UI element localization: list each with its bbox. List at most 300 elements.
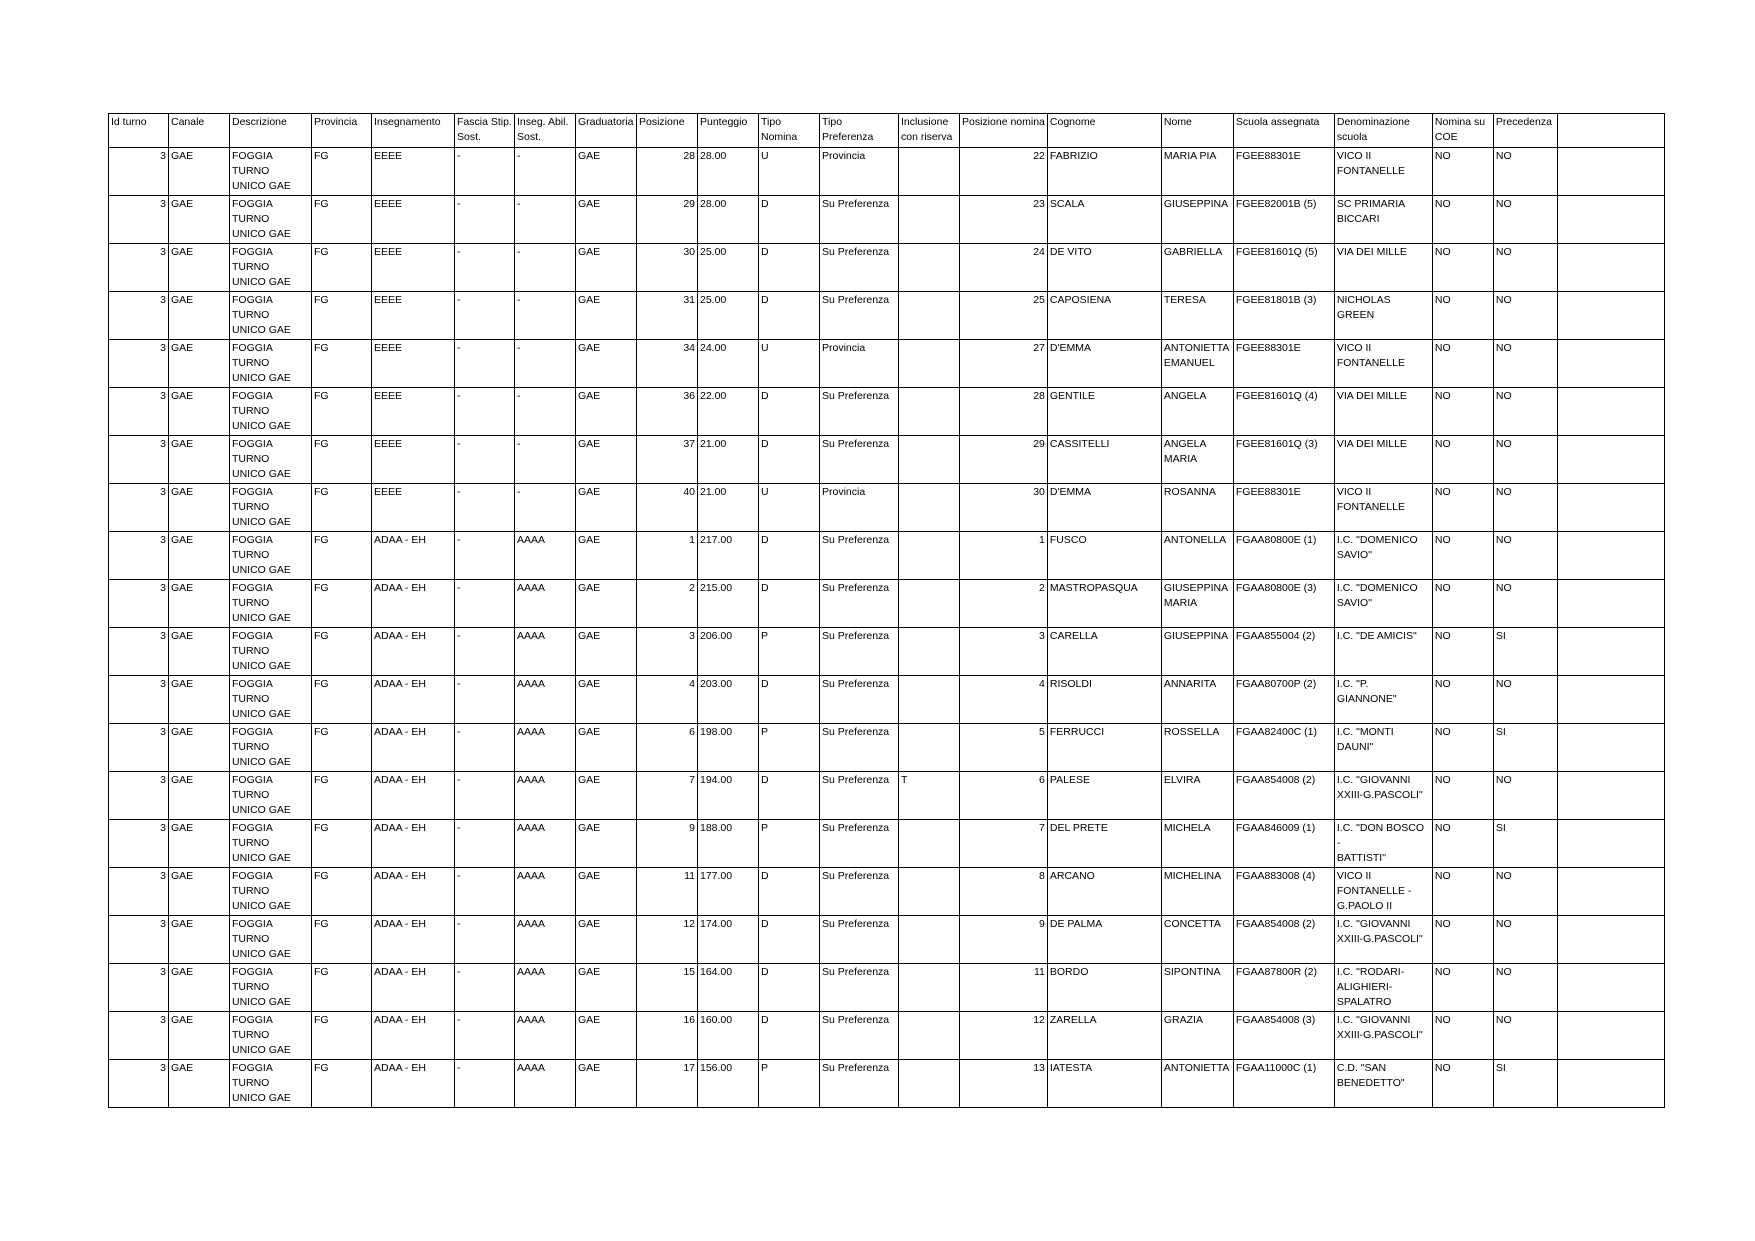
- cell-inseg-abil-sost: AAAA: [515, 1012, 576, 1060]
- cell-cognome: FERRUCCI: [1047, 724, 1161, 772]
- cell-nome: ROSANNA: [1161, 484, 1233, 532]
- cell-punteggio: 198.00: [698, 724, 759, 772]
- cell-precedenza: SI: [1493, 1060, 1557, 1108]
- cell-nome: MICHELA: [1161, 820, 1233, 868]
- cell-id-turno: 3: [109, 244, 169, 292]
- cell-precedenza: NO: [1493, 244, 1557, 292]
- cell-precedenza: NO: [1493, 532, 1557, 580]
- cell-descrizione: FOGGIA TURNO UNICO GAE: [230, 820, 312, 868]
- cell-id-turno: 3: [109, 964, 169, 1012]
- cell-scuola-assegnata: FGAA80700P (2): [1233, 676, 1334, 724]
- cell-cognome: DE VITO: [1047, 244, 1161, 292]
- header-nome: Nome: [1161, 114, 1233, 148]
- cell-posizione: 37: [637, 436, 698, 484]
- cell-provincia: FG: [312, 196, 372, 244]
- table-row: [109, 244, 1665, 292]
- cell-tipo-preferenza: Provincia: [820, 484, 899, 532]
- cell-nomina-su-coe: NO: [1432, 580, 1493, 628]
- cell-provincia: FG: [312, 1060, 372, 1108]
- cell-fascia-stip-sost: -: [455, 532, 515, 580]
- cell-posizione: 7: [637, 772, 698, 820]
- cell-tipo-nomina: U: [759, 148, 820, 196]
- cell-inseg-abil-sost: -: [515, 292, 576, 340]
- table-row: [109, 388, 1665, 436]
- cell-tipo-nomina: U: [759, 484, 820, 532]
- cell-descrizione: FOGGIA TURNO UNICO GAE: [230, 148, 312, 196]
- cell-id-turno: 3: [109, 436, 169, 484]
- cell-fascia-stip-sost: -: [455, 964, 515, 1012]
- cell-tipo-nomina: D: [759, 436, 820, 484]
- cell-descrizione: FOGGIA TURNO UNICO GAE: [230, 436, 312, 484]
- cell-canale: GAE: [169, 916, 230, 964]
- cell-graduatoria: GAE: [576, 964, 637, 1012]
- cell-tipo-nomina: D: [759, 868, 820, 916]
- cell-fascia-stip-sost: -: [455, 1012, 515, 1060]
- cell-inclusione-con-riserva: [899, 484, 960, 532]
- cell-nome: ROSSELLA: [1161, 724, 1233, 772]
- cell-tipo-nomina: D: [759, 676, 820, 724]
- cell-nome: ANTONIETTA: [1161, 1060, 1233, 1108]
- cell-nome: CONCETTA: [1161, 916, 1233, 964]
- cell-inseg-abil-sost: AAAA: [515, 820, 576, 868]
- cell-tipo-preferenza: Su Preferenza: [820, 436, 899, 484]
- cell-posizione-nomina: 27: [960, 340, 1048, 388]
- cell-fascia-stip-sost: -: [455, 244, 515, 292]
- cell-cognome: CARELLA: [1047, 628, 1161, 676]
- cell-tipo-nomina: P: [759, 628, 820, 676]
- cell-tipo-preferenza: Su Preferenza: [820, 820, 899, 868]
- header-inclusione-con-riserva: Inclusione con riserva: [899, 114, 960, 148]
- cell-inclusione-con-riserva: [899, 628, 960, 676]
- table-row: [109, 868, 1665, 916]
- cell-graduatoria: GAE: [576, 724, 637, 772]
- header-insegnamento: Insegnamento: [372, 114, 455, 148]
- cell-scuola-assegnata: FGEE81801B (3): [1233, 292, 1334, 340]
- cell-insegnamento: EEEE: [372, 484, 455, 532]
- cell-posizione-nomina: 11: [960, 964, 1048, 1012]
- cell-canale: GAE: [169, 580, 230, 628]
- cell-posizione: 1: [637, 532, 698, 580]
- cell-nome: ANNARITA: [1161, 676, 1233, 724]
- header-descrizione: Descrizione: [230, 114, 312, 148]
- cell-fascia-stip-sost: -: [455, 292, 515, 340]
- table-row: [109, 772, 1665, 820]
- cell-nome: TERESA: [1161, 292, 1233, 340]
- cell-denominazione-scuola: I.C. "DOMENICO SAVIO": [1334, 580, 1432, 628]
- cell-denominazione-scuola: VIA DEI MILLE: [1334, 244, 1432, 292]
- cell-inclusione-con-riserva: [899, 436, 960, 484]
- cell-insegnamento: ADAA - EH: [372, 1012, 455, 1060]
- cell-id-turno: 3: [109, 1060, 169, 1108]
- cell-posizione-nomina: 6: [960, 772, 1048, 820]
- header-tipo-preferenza: Tipo Preferenza: [820, 114, 899, 148]
- cell-graduatoria: GAE: [576, 436, 637, 484]
- header-posizione: Posizione: [637, 114, 698, 148]
- cell-descrizione: FOGGIA TURNO UNICO GAE: [230, 532, 312, 580]
- cell-denominazione-scuola: VICO II FONTANELLE - G.PAOLO II: [1334, 868, 1432, 916]
- cell-insegnamento: ADAA - EH: [372, 724, 455, 772]
- cell-nome: SIPONTINA: [1161, 964, 1233, 1012]
- cell-graduatoria: GAE: [576, 532, 637, 580]
- header-fascia-stip-sost: Fascia Stip. Sost.: [455, 114, 515, 148]
- cell-scuola-assegnata: FGEE81601Q (4): [1233, 388, 1334, 436]
- cell-id-turno: 3: [109, 772, 169, 820]
- cell-graduatoria: GAE: [576, 628, 637, 676]
- cell-canale: GAE: [169, 292, 230, 340]
- cell-cognome: IATESTA: [1047, 1060, 1161, 1108]
- cell-tipo-preferenza: Su Preferenza: [820, 244, 899, 292]
- cell-denominazione-scuola: C.D. "SAN BENEDETTO": [1334, 1060, 1432, 1108]
- cell-punteggio: 25.00: [698, 244, 759, 292]
- cell-scuola-assegnata: FGAA11000C (1): [1233, 1060, 1334, 1108]
- cell-insegnamento: ADAA - EH: [372, 628, 455, 676]
- cell-posizione-nomina: 1: [960, 532, 1048, 580]
- cell-posizione-nomina: 8: [960, 868, 1048, 916]
- cell-nome: GIUSEPPINA: [1161, 196, 1233, 244]
- cell-inseg-abil-sost: AAAA: [515, 772, 576, 820]
- cell-id-turno: 3: [109, 916, 169, 964]
- cell-provincia: FG: [312, 916, 372, 964]
- cell-tipo-preferenza: Provincia: [820, 340, 899, 388]
- cell-graduatoria: GAE: [576, 484, 637, 532]
- cell-posizione-nomina: 28: [960, 388, 1048, 436]
- cell-fascia-stip-sost: -: [455, 148, 515, 196]
- cell-posizione: 29: [637, 196, 698, 244]
- cell-inclusione-con-riserva: [899, 196, 960, 244]
- cell-nomina-su-coe: NO: [1432, 484, 1493, 532]
- cell-scuola-assegnata: FGEE81601Q (3): [1233, 436, 1334, 484]
- cell-nome: ANGELA: [1161, 388, 1233, 436]
- cell-tipo-preferenza: Su Preferenza: [820, 772, 899, 820]
- table-row: [109, 196, 1665, 244]
- cell-tipo-preferenza: Su Preferenza: [820, 724, 899, 772]
- cell-blank: [1557, 964, 1664, 1012]
- table-row: [109, 676, 1665, 724]
- cell-blank: [1557, 724, 1664, 772]
- cell-canale: GAE: [169, 484, 230, 532]
- cell-descrizione: FOGGIA TURNO UNICO GAE: [230, 388, 312, 436]
- cell-inseg-abil-sost: -: [515, 388, 576, 436]
- cell-fascia-stip-sost: -: [455, 196, 515, 244]
- cell-scuola-assegnata: FGAA854008 (3): [1233, 1012, 1334, 1060]
- cell-tipo-preferenza: Su Preferenza: [820, 388, 899, 436]
- table-row: [109, 1060, 1665, 1108]
- cell-cognome: CAPOSIENA: [1047, 292, 1161, 340]
- cell-scuola-assegnata: FGAA854008 (2): [1233, 772, 1334, 820]
- cell-precedenza: NO: [1493, 340, 1557, 388]
- header-precedenza: Precedenza: [1493, 114, 1557, 148]
- table-body: [109, 148, 1665, 1108]
- cell-punteggio: 28.00: [698, 148, 759, 196]
- cell-provincia: FG: [312, 724, 372, 772]
- cell-precedenza: SI: [1493, 820, 1557, 868]
- cell-precedenza: NO: [1493, 1012, 1557, 1060]
- cell-nomina-su-coe: NO: [1432, 340, 1493, 388]
- cell-graduatoria: GAE: [576, 868, 637, 916]
- cell-inseg-abil-sost: AAAA: [515, 916, 576, 964]
- cell-fascia-stip-sost: -: [455, 724, 515, 772]
- cell-nomina-su-coe: NO: [1432, 1060, 1493, 1108]
- cell-inseg-abil-sost: -: [515, 244, 576, 292]
- cell-provincia: FG: [312, 292, 372, 340]
- cell-provincia: FG: [312, 532, 372, 580]
- cell-descrizione: FOGGIA TURNO UNICO GAE: [230, 196, 312, 244]
- cell-denominazione-scuola: I.C. "GIOVANNI XXIII-G.PASCOLI": [1334, 1012, 1432, 1060]
- cell-tipo-nomina: D: [759, 532, 820, 580]
- cell-canale: GAE: [169, 388, 230, 436]
- cell-posizione: 40: [637, 484, 698, 532]
- cell-denominazione-scuola: I.C. "GIOVANNI XXIII-G.PASCOLI": [1334, 772, 1432, 820]
- cell-inclusione-con-riserva: [899, 916, 960, 964]
- cell-posizione: 6: [637, 724, 698, 772]
- cell-insegnamento: ADAA - EH: [372, 916, 455, 964]
- cell-denominazione-scuola: I.C. "DE AMICIS": [1334, 628, 1432, 676]
- cell-inseg-abil-sost: -: [515, 340, 576, 388]
- cell-id-turno: 3: [109, 532, 169, 580]
- cell-descrizione: FOGGIA TURNO UNICO GAE: [230, 1060, 312, 1108]
- cell-scuola-assegnata: FGAA82400C (1): [1233, 724, 1334, 772]
- cell-posizione: 30: [637, 244, 698, 292]
- cell-fascia-stip-sost: -: [455, 868, 515, 916]
- cell-insegnamento: EEEE: [372, 292, 455, 340]
- cell-graduatoria: GAE: [576, 244, 637, 292]
- cell-tipo-preferenza: Su Preferenza: [820, 580, 899, 628]
- cell-inclusione-con-riserva: [899, 244, 960, 292]
- cell-fascia-stip-sost: -: [455, 1060, 515, 1108]
- cell-precedenza: NO: [1493, 388, 1557, 436]
- cell-precedenza: SI: [1493, 724, 1557, 772]
- cell-insegnamento: ADAA - EH: [372, 820, 455, 868]
- cell-inclusione-con-riserva: [899, 532, 960, 580]
- cell-canale: GAE: [169, 148, 230, 196]
- cell-tipo-preferenza: Su Preferenza: [820, 1012, 899, 1060]
- cell-blank: [1557, 436, 1664, 484]
- cell-posizione-nomina: 22: [960, 148, 1048, 196]
- cell-graduatoria: GAE: [576, 580, 637, 628]
- cell-inseg-abil-sost: AAAA: [515, 628, 576, 676]
- cell-insegnamento: EEEE: [372, 196, 455, 244]
- cell-posizione: 15: [637, 964, 698, 1012]
- cell-denominazione-scuola: I.C. "MONTI DAUNI": [1334, 724, 1432, 772]
- cell-denominazione-scuola: I.C. "DOMENICO SAVIO": [1334, 532, 1432, 580]
- table-row: [109, 148, 1665, 196]
- table-row: [109, 532, 1665, 580]
- cell-cognome: GENTILE: [1047, 388, 1161, 436]
- cell-tipo-preferenza: Su Preferenza: [820, 532, 899, 580]
- cell-inseg-abil-sost: -: [515, 436, 576, 484]
- cell-descrizione: FOGGIA TURNO UNICO GAE: [230, 724, 312, 772]
- cell-tipo-nomina: D: [759, 292, 820, 340]
- header-graduatoria: Graduatoria: [576, 114, 637, 148]
- cell-id-turno: 3: [109, 628, 169, 676]
- cell-inseg-abil-sost: AAAA: [515, 868, 576, 916]
- cell-provincia: FG: [312, 820, 372, 868]
- cell-nomina-su-coe: NO: [1432, 868, 1493, 916]
- cell-tipo-preferenza: Su Preferenza: [820, 292, 899, 340]
- cell-denominazione-scuola: VICO II FONTANELLE: [1334, 148, 1432, 196]
- cell-precedenza: SI: [1493, 628, 1557, 676]
- cell-inclusione-con-riserva: [899, 724, 960, 772]
- cell-tipo-nomina: P: [759, 724, 820, 772]
- cell-tipo-nomina: P: [759, 1060, 820, 1108]
- cell-graduatoria: GAE: [576, 820, 637, 868]
- cell-canale: GAE: [169, 340, 230, 388]
- cell-posizione: 17: [637, 1060, 698, 1108]
- cell-punteggio: 22.00: [698, 388, 759, 436]
- cell-nomina-su-coe: NO: [1432, 916, 1493, 964]
- cell-tipo-nomina: D: [759, 388, 820, 436]
- cell-nome: GABRIELLA: [1161, 244, 1233, 292]
- cell-cognome: MASTROPASQUA: [1047, 580, 1161, 628]
- cell-punteggio: 217.00: [698, 532, 759, 580]
- cell-descrizione: FOGGIA TURNO UNICO GAE: [230, 1012, 312, 1060]
- cell-inclusione-con-riserva: [899, 340, 960, 388]
- cell-insegnamento: ADAA - EH: [372, 532, 455, 580]
- cell-nome: ANTONIETTA EMANUEL: [1161, 340, 1233, 388]
- cell-nomina-su-coe: NO: [1432, 148, 1493, 196]
- cell-insegnamento: EEEE: [372, 244, 455, 292]
- cell-punteggio: 206.00: [698, 628, 759, 676]
- cell-denominazione-scuola: NICHOLAS GREEN: [1334, 292, 1432, 340]
- cell-descrizione: FOGGIA TURNO UNICO GAE: [230, 340, 312, 388]
- cell-scuola-assegnata: FGEE88301E: [1233, 484, 1334, 532]
- cell-provincia: FG: [312, 772, 372, 820]
- cell-precedenza: NO: [1493, 148, 1557, 196]
- cell-nome: GIUSEPPINA: [1161, 628, 1233, 676]
- cell-nomina-su-coe: NO: [1432, 1012, 1493, 1060]
- cell-descrizione: FOGGIA TURNO UNICO GAE: [230, 628, 312, 676]
- table-row: [109, 484, 1665, 532]
- cell-posizione: 3: [637, 628, 698, 676]
- table-row: [109, 580, 1665, 628]
- cell-tipo-nomina: D: [759, 916, 820, 964]
- cell-blank: [1557, 820, 1664, 868]
- cell-blank: [1557, 1012, 1664, 1060]
- cell-blank: [1557, 916, 1664, 964]
- cell-precedenza: NO: [1493, 196, 1557, 244]
- cell-descrizione: FOGGIA TURNO UNICO GAE: [230, 964, 312, 1012]
- cell-fascia-stip-sost: -: [455, 628, 515, 676]
- cell-tipo-nomina: P: [759, 820, 820, 868]
- cell-insegnamento: ADAA - EH: [372, 868, 455, 916]
- cell-graduatoria: GAE: [576, 148, 637, 196]
- cell-denominazione-scuola: VIA DEI MILLE: [1334, 436, 1432, 484]
- cell-cognome: DE PALMA: [1047, 916, 1161, 964]
- cell-nome: MICHELINA: [1161, 868, 1233, 916]
- cell-blank: [1557, 628, 1664, 676]
- cell-posizione: 36: [637, 388, 698, 436]
- cell-punteggio: 203.00: [698, 676, 759, 724]
- cell-blank: [1557, 340, 1664, 388]
- cell-inclusione-con-riserva: [899, 1060, 960, 1108]
- cell-insegnamento: ADAA - EH: [372, 676, 455, 724]
- cell-inclusione-con-riserva: [899, 676, 960, 724]
- cell-canale: GAE: [169, 820, 230, 868]
- cell-tipo-preferenza: Su Preferenza: [820, 196, 899, 244]
- cell-posizione-nomina: 4: [960, 676, 1048, 724]
- cell-graduatoria: GAE: [576, 772, 637, 820]
- cell-inclusione-con-riserva: [899, 820, 960, 868]
- cell-canale: GAE: [169, 868, 230, 916]
- cell-posizione-nomina: 30: [960, 484, 1048, 532]
- cell-blank: [1557, 1060, 1664, 1108]
- cell-graduatoria: GAE: [576, 340, 637, 388]
- cell-cognome: ZARELLA: [1047, 1012, 1161, 1060]
- cell-nome: ANTONELLA: [1161, 532, 1233, 580]
- cell-nomina-su-coe: NO: [1432, 436, 1493, 484]
- cell-cognome: FUSCO: [1047, 532, 1161, 580]
- cell-scuola-assegnata: FGEE88301E: [1233, 148, 1334, 196]
- cell-id-turno: 3: [109, 676, 169, 724]
- cell-precedenza: NO: [1493, 580, 1557, 628]
- cell-fascia-stip-sost: -: [455, 772, 515, 820]
- cell-canale: GAE: [169, 436, 230, 484]
- table-row: [109, 292, 1665, 340]
- cell-canale: GAE: [169, 628, 230, 676]
- header-canale: Canale: [169, 114, 230, 148]
- cell-cognome: FABRIZIO: [1047, 148, 1161, 196]
- cell-denominazione-scuola: VIA DEI MILLE: [1334, 388, 1432, 436]
- cell-id-turno: 3: [109, 196, 169, 244]
- cell-scuola-assegnata: FGAA80800E (3): [1233, 580, 1334, 628]
- cell-denominazione-scuola: I.C. "GIOVANNI XXIII-G.PASCOLI": [1334, 916, 1432, 964]
- cell-provincia: FG: [312, 148, 372, 196]
- cell-provincia: FG: [312, 964, 372, 1012]
- cell-posizione-nomina: 13: [960, 1060, 1048, 1108]
- cell-punteggio: 156.00: [698, 1060, 759, 1108]
- cell-posizione-nomina: 3: [960, 628, 1048, 676]
- cell-posizione-nomina: 24: [960, 244, 1048, 292]
- cell-canale: GAE: [169, 1060, 230, 1108]
- cell-scuola-assegnata: FGAA883008 (4): [1233, 868, 1334, 916]
- cell-posizione: 28: [637, 148, 698, 196]
- cell-posizione: 16: [637, 1012, 698, 1060]
- cell-punteggio: 174.00: [698, 916, 759, 964]
- table-row: [109, 628, 1665, 676]
- cell-id-turno: 3: [109, 292, 169, 340]
- cell-provincia: FG: [312, 340, 372, 388]
- header-punteggio: Punteggio: [698, 114, 759, 148]
- cell-tipo-nomina: D: [759, 1012, 820, 1060]
- cell-nome: GIUSEPPINA MARIA: [1161, 580, 1233, 628]
- cell-scuola-assegnata: FGEE82001B (5): [1233, 196, 1334, 244]
- cell-canale: GAE: [169, 1012, 230, 1060]
- cell-precedenza: NO: [1493, 868, 1557, 916]
- cell-insegnamento: ADAA - EH: [372, 1060, 455, 1108]
- cell-posizione: 4: [637, 676, 698, 724]
- cell-fascia-stip-sost: -: [455, 340, 515, 388]
- cell-cognome: SCALA: [1047, 196, 1161, 244]
- cell-fascia-stip-sost: -: [455, 916, 515, 964]
- cell-descrizione: FOGGIA TURNO UNICO GAE: [230, 676, 312, 724]
- cell-tipo-preferenza: Su Preferenza: [820, 628, 899, 676]
- cell-descrizione: FOGGIA TURNO UNICO GAE: [230, 868, 312, 916]
- cell-blank: [1557, 196, 1664, 244]
- cell-inseg-abil-sost: AAAA: [515, 1060, 576, 1108]
- cell-provincia: FG: [312, 436, 372, 484]
- cell-nomina-su-coe: NO: [1432, 724, 1493, 772]
- cell-punteggio: 24.00: [698, 340, 759, 388]
- cell-canale: GAE: [169, 676, 230, 724]
- cell-inclusione-con-riserva: [899, 580, 960, 628]
- cell-descrizione: FOGGIA TURNO UNICO GAE: [230, 772, 312, 820]
- cell-descrizione: FOGGIA TURNO UNICO GAE: [230, 580, 312, 628]
- cell-provincia: FG: [312, 244, 372, 292]
- table-row: [109, 340, 1665, 388]
- cell-precedenza: NO: [1493, 676, 1557, 724]
- cell-blank: [1557, 244, 1664, 292]
- cell-tipo-preferenza: Su Preferenza: [820, 964, 899, 1012]
